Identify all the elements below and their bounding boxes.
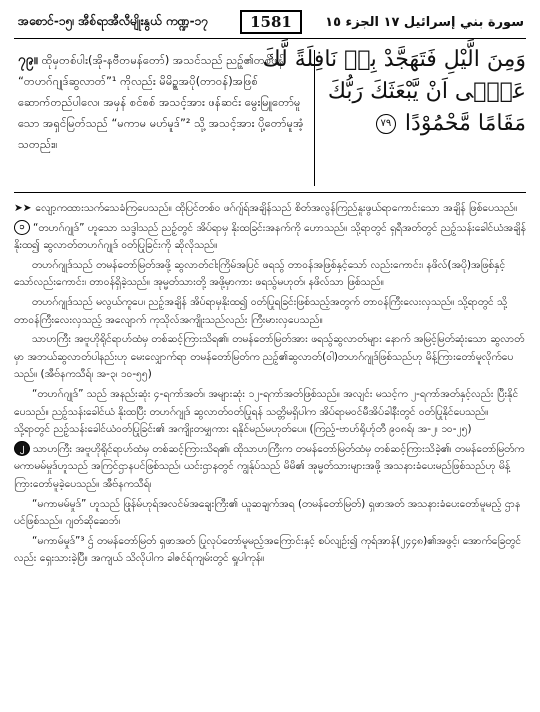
footnote-1-paragraph (14, 220, 526, 255)
arabic-line-2: عَسٰۤى اَنْ يَّبْعَثَكَ رَبُّكَ (327, 79, 526, 104)
footnote-2-paragraph-2: “မကာမမ်မှုဒ်” ဟူသည် ဖြုန်မ်ဟုရ်အလင်မ်အချေးကြီး၏ ယူဆချက်အရ (တမန်တော်မြတ်) ရှဖာအတ် အသနားခံပေးတော်မူမည့် ဌာနပင်ဖြစ်သည်။ ဂျတ်ဆိုဆေဘ်၊ (14, 497, 521, 528)
header-chapter-info: အစောင်-၁၅၊ အီစ်ရာအီလီမျိုးနွယ် ကဏ္ဍ-၁၇ (18, 14, 209, 28)
verse-translation (18, 50, 304, 155)
footnote-2-paragraph (14, 441, 526, 494)
footnote-1-paragraph-5: “တဟဂ်ဂျုဒ်” သည် အနည်းဆုံး ၄-ရကာ်အတ်၊ အများဆုံး ၁၂-ရကာ်အတ်ဖြစ်သည်။ အလျင်း မသင့်က ၂-ရကာ်အတ်နှင့်လည်း ပြီးနိုင်ပေသည်။ ညဉ့်သန်းခေါင်ယံ နိုးထပြီး တဟဂ်ဂျုဒ် ဆွလာတ်ဝတ်ပြုရန် သတ္တိမရှိပါက အိပ်ရာမဝင်မီအိပ်ခါနီးတွင် ဝတ်ပြုနိုင်ပေသည်။ သို့ရာတွင် ညဉ့်သန်းခေါင်ယံဝတ်ပြုခြင်း၏ အကျိုးတမျှကား ရနိုင်မည်မဟုတ်ပေ။ (ကြည့်-ဗာဟ်ရိုဟ်ုတီ ၉၀၈ရ်၊ အ-၂၊ ၁၀-၂၅) (14, 387, 519, 436)
header-rule (14, 38, 526, 39)
commentary-intro (14, 200, 526, 218)
ayah-number-marker: ٧٩ (376, 114, 396, 134)
verse-arabic (262, 44, 526, 140)
footnote-2-paragraph-3: “မကာမ်မှုဒ်”³ ဌ် တမန်တော်မြတ် ရှဖာအတ် ပြုလုပ်တော်မူမည့်အကြောင်းနှင့် စပ်လျဉ်း၍ ကုရ်အာန်(၂၄၄၈)၏အဖွင့်၊ အောက်ခြေတွင်လည်း ရှေးသားခဲ့ပြီ။ အကျယ် သိလိုပါက ခါဇင်ရ်ကျမ်းတွင် ရှုပါကုန်။ (14, 534, 522, 565)
section-separator (14, 192, 526, 193)
verse-number: ၇၉။ (18, 52, 38, 68)
commentary-intro-text: လျော့ကထားသက်သေခံကြပေသည်။ ထိုပြင်တစ်ဝ ဖဂ်ဂျ်ရ်အချိန်သည် စိတ်အလွန်ကြည်နူးဖွယ်ရာကောင်းသော အချိန် ဖြစ်ပေသည်။ (35, 202, 518, 214)
arabic-line-1: وَمِنَ الَّيْلِ فَتَهَجَّدْ بِهٖ نَافِلَةً لَّكَ (262, 47, 526, 72)
arabic-line-3-text: مَقَامًا مَّحْمُوْدًا (404, 111, 526, 136)
verse-translation-text: ထိုမှတစ်ပါး(အို-နဗီတမန်တော်) အသင်သည် ညဉ့်၏တစ်ဖန် “တဟဂ်ဂျုဒ်ဆွလာတ်”¹ ကိုလည်း မိမိဥ္စအပို(တာဝန်)အဖြစ် ဆောက်တည်ပါလေ၊ အမှန် စင်စစ် အသင့်အား ဖန်ဆင်း မွေးမြူတော်မူသော အရှင်မြတ်သည် “မကာမ မဟ်မူဒ်”² သို့ အသင့်အား ပို့တော်မူအံ့သတည်း။ (18, 53, 304, 151)
verse-block (14, 44, 526, 192)
footnote-1-paragraph-3: တဟဂ်ဂျုဒ်သည် မလွယ်ကူပေ၊ ညဉ့်အချိန် အိပ်ရာမှနိုးထ၍ ဝတ်ပြုရခြင်းဖြစ်သည့်အတွက် တာဝန်ကြီးလေးလှသည်။ သို့ရာတွင် သို့တာဝန်ကြီးလေးလှသည့် အလျောက် ကုသိုလ်အကျိုးသည်လည်း ကြီးမားလှပေသည်။ (14, 295, 508, 326)
page-number: 1581 (240, 10, 302, 34)
footnote-1-paragraph-4: သာဟကြီး အဗူဟိုရိုင်ရာဟ်ထံမှ တစ်ဆင့်ကြားသိရ၏၊ တမန်တော်မြတ်အား ဖရသွ်ဆွလာတ်များ နောက် အမြင့်မြတ်ဆုံးသော ဆွလာတ်မှာ အဘယ်ဆွလာတ်ပါနည်းဟု မေးလျှောက်ရာ တမန်တော်မြတ်က ညဉ့်၏ဆွလာတ်(ဝါ)တဟဂ်ဂျုဒ်ဖြစ်သည်ဟု မိန့်ကြားတော်မူလိုက်ပေသည်။ (အီဗ်နကသီရ်၊ အ-၃၊ ၁၀-၅၅) (14, 333, 525, 381)
quran-page (14, 8, 526, 704)
footnote-2-marker: ၂ (14, 441, 30, 456)
commentary-section (14, 200, 526, 570)
page-header (14, 8, 526, 36)
footnote-1-marker: ၁ (14, 220, 30, 235)
footnote-1-paragraph-2: တဟဂ်ဂျုဒ်သည် တမန်တော်မြတ်အဖို့ ဆွလာတ်ငါးကြိမ်အပြင် ဖရသွ် တာဝန်အဖြစ်နှင့်သော် လည်းကောင်း၊ နဖိလ်(အပို)အဖြစ်နှင့်သော်လည်းကောင်း၊ တာဝန်ရှိခဲ့သည်။ အုမ္မတ်သားတို့ အဖို့မှာကား ဖရသွ်မဟုတ်၊ နဖိလ်သာ ဖြစ်သည်။ (14, 258, 506, 289)
header-surah-info: سورة بني إسرائيل ١٧ الجزء ١٥ (325, 14, 524, 30)
continuation-arrows-icon: ➤➤ (14, 202, 32, 214)
arabic-line-3 (322, 108, 526, 140)
footnote-1-text: “တဟဂ်ဂျုဒ်” ဟူသော သဒ္ဒါသည် ညဉ့်တွင် အိပ်ရာမှ နိုးထခြင်းအနက်ကို ဟောသည်။ သို့ရာတွင် ရှရီအတ်တွင် ညဉ့်သန်းခေါင်ယံအချိန် နိုးထ၍ ဆွလာတ်တဟဂ်ဂျုဒ် ဝတ်ပြုခြင်းကို ဆိုလိုသည်။ (14, 221, 526, 252)
footnote-2-text: သာဟကြီး အဗူဟိုရိုင်ရာဟ်ထံမှ တစ်ဆင့်ကြားသိရ၏၊ ထိုသာဟကြီးက တမန်တော်မြတ်ထံမှ တစ်ဆင့်ကြားသိခဲ့၏၊ တမန်တော်မြတ်က မကာမမ်မှုဒ်ဟူသည် အကြင်ဌာနပင်ဖြစ်သည်၊ ယင်းဌာနတွင် ကျွန်ုပ်သည် မိမိ၏ အုမ္မတ်သားများအဖို့ အသနားခံပေးမည်ဖြစ်သည်ဟု မိန့်ကြားတော်မူခဲ့ပေသည်။ အီဗ်နကသီရ်၊ (14, 442, 525, 490)
